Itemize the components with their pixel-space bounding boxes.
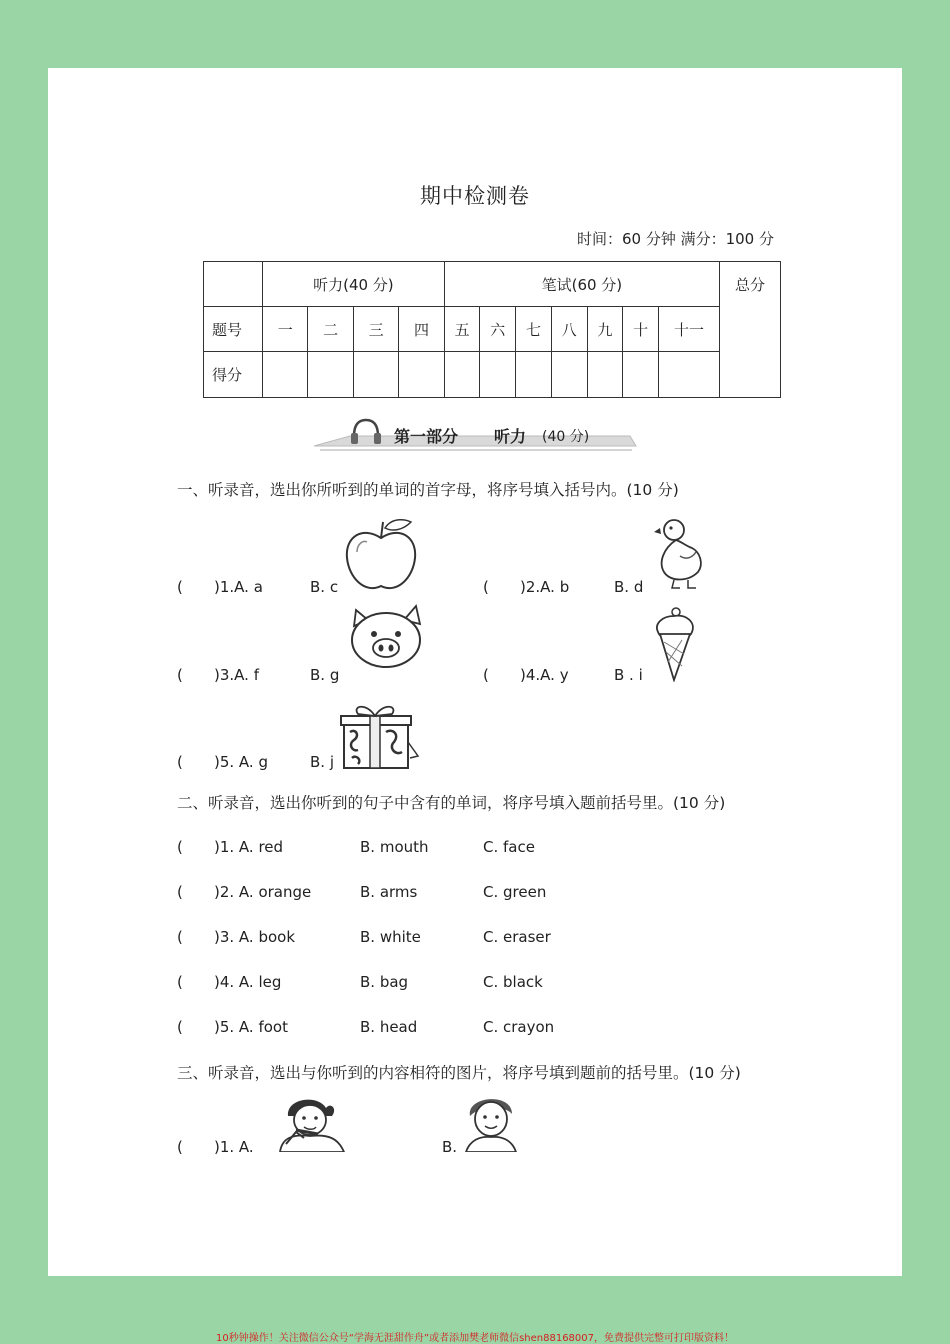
- score-cell[interactable]: [399, 352, 444, 398]
- question-number-cell: 十: [623, 307, 659, 352]
- question-option-b: B. bag: [360, 973, 409, 991]
- question-option-b: B. g: [310, 666, 340, 684]
- gift-picture: [338, 702, 422, 772]
- score-cell[interactable]: [623, 352, 659, 398]
- question-number-cell: 九: [587, 307, 623, 352]
- duck-picture: [654, 516, 706, 592]
- table-corner-cell: [204, 262, 263, 307]
- question-option-b: B. d: [614, 578, 644, 596]
- score-cell[interactable]: [308, 352, 353, 398]
- part-one-banner: [310, 414, 640, 454]
- answer-bracket[interactable]: (: [483, 578, 489, 596]
- question-number-cell: 五: [444, 307, 480, 352]
- answer-bracket[interactable]: (: [177, 838, 183, 856]
- answer-bracket[interactable]: (: [177, 578, 183, 596]
- question-option-a: )3.A. f: [214, 666, 259, 684]
- question-number-cell: 六: [480, 307, 516, 352]
- question-number-cell: 八: [551, 307, 587, 352]
- time-and-score-info: 时间：60 分钟 满分：100 分: [576, 230, 774, 248]
- score-cell[interactable]: [587, 352, 623, 398]
- question-number-cell: 四: [399, 307, 444, 352]
- question-number-cell: 二: [308, 307, 353, 352]
- score-cell[interactable]: [353, 352, 398, 398]
- score-cell[interactable]: [444, 352, 480, 398]
- score-cell[interactable]: [659, 352, 720, 398]
- answer-bracket[interactable]: (: [177, 666, 183, 684]
- score-cell[interactable]: [551, 352, 587, 398]
- answer-bracket[interactable]: (: [177, 973, 183, 991]
- score-cell[interactable]: [516, 352, 552, 398]
- question-option-b: B. white: [360, 928, 421, 946]
- question-option-a: )2.A. b: [520, 578, 570, 596]
- answer-bracket[interactable]: (: [177, 1138, 183, 1156]
- ice-cream-picture: [652, 604, 698, 682]
- question-option-a: )1. A.: [214, 1138, 254, 1156]
- question-option-c: C. eraser: [483, 928, 551, 946]
- pig-picture: [346, 602, 426, 670]
- question-option-b: B. j: [310, 753, 334, 771]
- question-number-label: 题号: [204, 307, 263, 352]
- writing-header: 笔试(60 分): [444, 262, 719, 307]
- page-title: 期中检测卷: [420, 184, 530, 208]
- score-cell[interactable]: [480, 352, 516, 398]
- answer-bracket[interactable]: (: [177, 928, 183, 946]
- question-option-a: )4. A. leg: [214, 973, 282, 991]
- question-option-c: C. face: [483, 838, 535, 856]
- question-option-a: )1. A. red: [214, 838, 284, 856]
- question-option-a: )2. A. orange: [214, 883, 312, 901]
- answer-bracket[interactable]: (: [177, 753, 183, 771]
- question-option-c: C. black: [483, 973, 543, 991]
- question-number-cell: 十一: [659, 307, 720, 352]
- question-number-cell: 七: [516, 307, 552, 352]
- answer-bracket[interactable]: (: [177, 883, 183, 901]
- answer-bracket[interactable]: (: [177, 1018, 183, 1036]
- boy-picture: [462, 1094, 520, 1152]
- question-option-b: B. head: [360, 1018, 418, 1036]
- banner-part-name: 听力: [494, 427, 527, 446]
- question-number-cell: 三: [353, 307, 398, 352]
- question-option-b: B . i: [614, 666, 643, 684]
- answer-bracket[interactable]: (: [483, 666, 489, 684]
- question-option-b: B. arms: [360, 883, 418, 901]
- headphones-icon: [348, 414, 384, 450]
- total-header: 总分: [720, 262, 781, 398]
- question-option-c: C. crayon: [483, 1018, 555, 1036]
- listening-header: 听力(40 分): [263, 262, 445, 307]
- banner-part-label: 第一部分: [394, 427, 459, 446]
- question-option-a: )5. A. foot: [214, 1018, 288, 1036]
- score-table: [203, 261, 781, 398]
- section3-heading: 三、听录音，选出与你听到的内容相符的图片，将序号填到题前的括号里。(10 分): [177, 1064, 741, 1082]
- score-cell[interactable]: [263, 352, 308, 398]
- section1-heading: 一、听录音，选出你所听到的单词的首字母，将序号填入括号内。(10 分): [177, 481, 679, 499]
- apple-picture: [343, 516, 419, 594]
- question-option-b: B.: [442, 1138, 458, 1156]
- question-option-a: )4.A. y: [520, 666, 569, 684]
- score-label: 得分: [204, 352, 263, 398]
- question-option-c: C. green: [483, 883, 547, 901]
- question-option-a: )5. A. g: [214, 753, 268, 771]
- footer-promo-text: 10秒钟操作！关注微信公众号“学海无涯甜作舟”或者添加樊老师微信shen88168007，免费提供完整可打印版资料！: [215, 1333, 735, 1344]
- question-number-cell: 一: [263, 307, 308, 352]
- question-option-a: )1.A. a: [214, 578, 263, 596]
- question-option-a: )3. A. book: [214, 928, 296, 946]
- banner-points: (40 分): [542, 429, 590, 445]
- section2-heading: 二、听录音，选出你听到的句子中含有的单词，将序号填入题前括号里。(10 分): [177, 794, 726, 812]
- question-option-b: B. mouth: [360, 838, 429, 856]
- question-option-b: B. c: [310, 578, 339, 596]
- boy-brushing-teeth-picture: [266, 1094, 352, 1152]
